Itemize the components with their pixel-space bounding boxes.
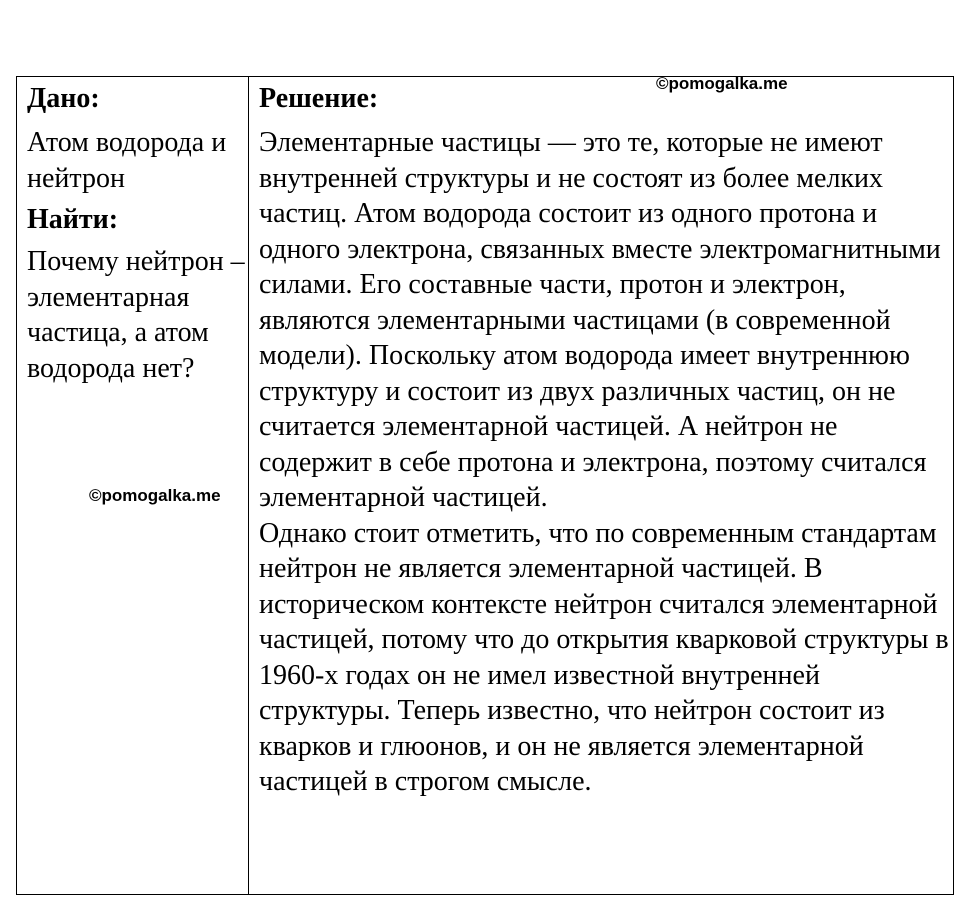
solution-paragraph: Элементарные частицы — это те, которые не имеют внутренней структуры и не состоят из более мелких частиц. Атом водорода состоит из одного протона и одного электрона, связанных вместе электромагнитными силами. Его составные части, протон и электрон, являются элементарными частицами (в современной модели). Поскольку атом водорода имеет внутреннюю структуру и состоит из двух различных частиц, он не считается элементарной частицей. А нейтрон не содержит в себе протона и электрона, поэтому считался элементарной частицей. <box>259 127 941 513</box>
solution-paragraph: Однако стоит отметить, что по современным стандартам нейтрон не является элементарной частицей. В историческом контексте нейтрон считался элементарной частицей, потому что до открытия кварковой структуры в 1960-х годах он не имел известной внутренней структуры. Теперь известно, что нейтрон состоит из кварков и глюонов, и он не является элементарной частицей в строгом смысле. <box>259 517 949 797</box>
watermark: ©pomogalka.me <box>89 486 221 505</box>
given-column <box>27 81 245 386</box>
given-heading: Дано: <box>27 83 100 114</box>
given-text: Атом водорода и нейтрон <box>27 127 227 194</box>
solution-heading: Решение: <box>259 83 379 114</box>
find-text: Почему нейтрон – элементарная частица, а атом водорода нет? <box>27 246 245 384</box>
watermark: ©pomogalka.me <box>656 74 788 93</box>
find-heading: Найти: <box>27 204 119 235</box>
solution-column <box>259 81 949 800</box>
column-divider <box>248 77 249 894</box>
